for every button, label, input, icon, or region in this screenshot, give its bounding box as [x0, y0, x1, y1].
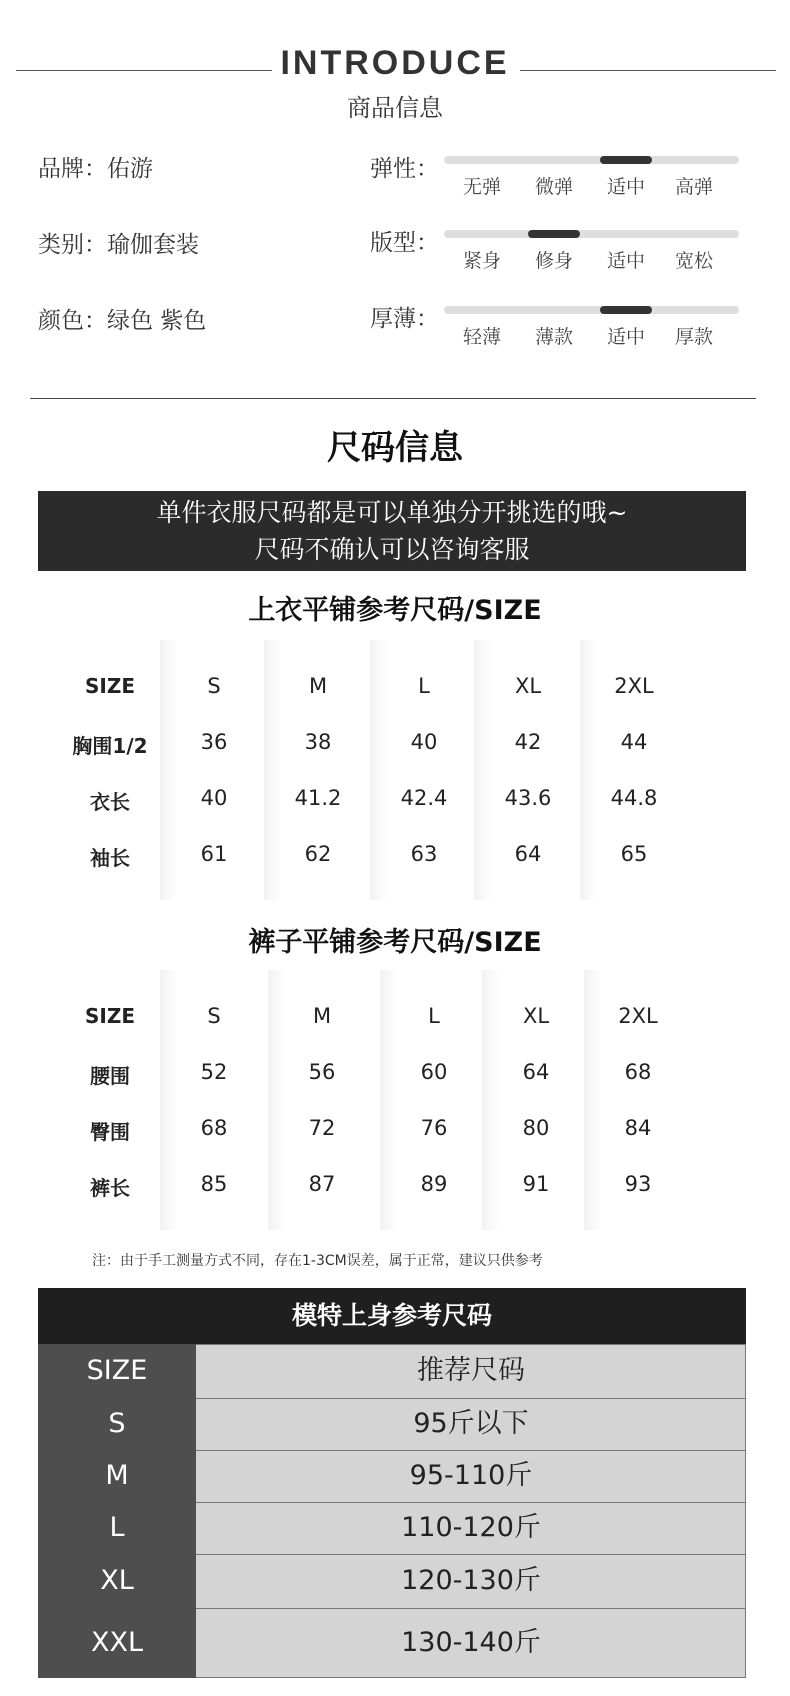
- scale-option: 宽松: [674, 250, 713, 272]
- brand-attribute: 品牌：佑游: [38, 156, 153, 182]
- scale-label: 厚薄：: [370, 306, 439, 332]
- scale-option: 适中: [606, 326, 645, 348]
- model-size-cell: S: [108, 1408, 126, 1439]
- scale-option: 紧身: [462, 250, 501, 272]
- table-cell: 61: [200, 842, 228, 866]
- table-cell: 65: [620, 842, 648, 866]
- table-cell: 41.2: [294, 786, 342, 810]
- scale-selected-marker: [600, 306, 652, 314]
- table-header-cell: SIZE: [84, 674, 135, 698]
- table-cell: 44: [620, 730, 648, 754]
- table-cell: 42: [514, 730, 542, 754]
- scale-option: 适中: [606, 250, 645, 272]
- model-recommend-cell: 130-140斤: [401, 1627, 541, 1658]
- model-size-cell: XXL: [90, 1627, 144, 1658]
- table-header-cell: 2XL: [618, 1004, 658, 1028]
- measurement-note: 注：由于手工测量方式不同，存在1-3CM误差，属于正常，建议只供参考: [92, 1253, 543, 1269]
- table-row-label: 裤长: [90, 1176, 130, 1200]
- table-cell: 72: [308, 1116, 336, 1140]
- table-cell: 40: [200, 786, 228, 810]
- model-recommend-cell: 110-120斤: [401, 1512, 541, 1543]
- scale-bar: [444, 306, 739, 346]
- table-cell: 89: [420, 1172, 448, 1196]
- pants-table-title: 裤子平铺参考尺码/SIZE: [248, 927, 542, 958]
- scale-bar: [444, 230, 739, 270]
- table-cell: 63: [410, 842, 438, 866]
- scale-track: [444, 230, 739, 238]
- intro-header: [0, 44, 790, 124]
- table-cell: 44.8: [610, 786, 658, 810]
- scale-option: 薄款: [534, 326, 573, 348]
- scale-option: 微弹: [534, 176, 573, 198]
- scale-option: 适中: [606, 176, 645, 198]
- color-attribute: 颜色：绿色 紫色: [38, 308, 207, 334]
- table-row-label: 袖长: [90, 846, 130, 870]
- model-size-cell: M: [105, 1460, 129, 1491]
- scale-option: 厚款: [674, 326, 713, 348]
- category-attribute: 类别：瑜伽套装: [38, 232, 199, 258]
- model-recommend-cell: 120-130斤: [401, 1565, 541, 1596]
- scale-option: 高弹: [674, 176, 713, 198]
- table-cell: 56: [308, 1060, 336, 1084]
- scale-track: [444, 306, 739, 314]
- table-cell: 38: [304, 730, 332, 754]
- table-cell: 64: [514, 842, 542, 866]
- table-cell: 93: [624, 1172, 652, 1196]
- table-header-cell: M: [308, 674, 328, 698]
- scale-selected-marker: [600, 156, 652, 164]
- table-cell: 60: [420, 1060, 448, 1084]
- table-header-cell: S: [207, 674, 221, 698]
- intro-subtitle: 商品信息: [347, 94, 443, 122]
- banner-line-1: 单件衣服尺码都是可以单独分开挑选的哦~: [156, 498, 628, 527]
- table-cell: 87: [308, 1172, 336, 1196]
- model-recommend-header: 推荐尺码: [417, 1355, 525, 1386]
- table-header-cell: L: [418, 674, 430, 698]
- table-cell: 68: [624, 1060, 652, 1084]
- table-cell: 84: [624, 1116, 652, 1140]
- scale-label: 弹性：: [370, 156, 439, 182]
- table-cell: 40: [410, 730, 438, 754]
- table-header-cell: XL: [522, 1004, 550, 1028]
- top-table-title: 上衣平铺参考尺码/SIZE: [248, 595, 542, 626]
- scale-bar: [444, 156, 739, 196]
- size-section-title: 尺码信息: [327, 428, 463, 468]
- table-cell: 76: [420, 1116, 448, 1140]
- table-cell: 85: [200, 1172, 228, 1196]
- table-header-cell: S: [207, 1004, 221, 1028]
- banner-line-2: 尺码不确认可以咨询客服: [254, 535, 530, 564]
- model-size-cell: L: [109, 1512, 125, 1543]
- table-row-label: 臀围: [90, 1120, 130, 1144]
- table-cell: 42.4: [400, 786, 448, 810]
- table-cell: 91: [522, 1172, 550, 1196]
- table-cell: 80: [522, 1116, 550, 1140]
- table-cell: 52: [200, 1060, 228, 1084]
- model-recommend-cell: 95-110斤: [409, 1460, 533, 1491]
- table-row-label: 衣长: [90, 790, 130, 814]
- table-header-cell: M: [312, 1004, 332, 1028]
- scale-selected-marker: [528, 230, 580, 238]
- scale-track: [444, 156, 739, 164]
- table-cell: 68: [200, 1116, 228, 1140]
- model-recommend-cell: 95斤以下: [413, 1408, 529, 1439]
- table-header-cell: L: [428, 1004, 440, 1028]
- model-table-title: 模特上身参考尺码: [38, 1288, 746, 1344]
- table-header-cell: XL: [514, 674, 542, 698]
- size-notice-banner: [38, 491, 746, 571]
- scale-option: 轻薄: [462, 326, 501, 348]
- table-header-cell: SIZE: [84, 1004, 135, 1028]
- table-cell: 36: [200, 730, 228, 754]
- table-cell: 62: [304, 842, 332, 866]
- model-size-header: SIZE: [86, 1355, 148, 1386]
- table-cell: 64: [522, 1060, 550, 1084]
- scale-option: 无弹: [462, 176, 501, 198]
- scale-label: 版型：: [370, 230, 439, 256]
- section-divider: [30, 398, 756, 399]
- table-row-label: 腰围: [90, 1064, 130, 1088]
- scale-option: 修身: [534, 250, 573, 272]
- table-cell: 43.6: [504, 786, 552, 810]
- table-row-label: 胸围1/2: [72, 734, 148, 758]
- intro-title: INTRODUCE: [280, 44, 510, 82]
- table-header-cell: 2XL: [614, 674, 654, 698]
- model-size-cell: XL: [100, 1565, 134, 1596]
- header-divider-right: [520, 70, 776, 71]
- model-size-table: [38, 1288, 746, 1678]
